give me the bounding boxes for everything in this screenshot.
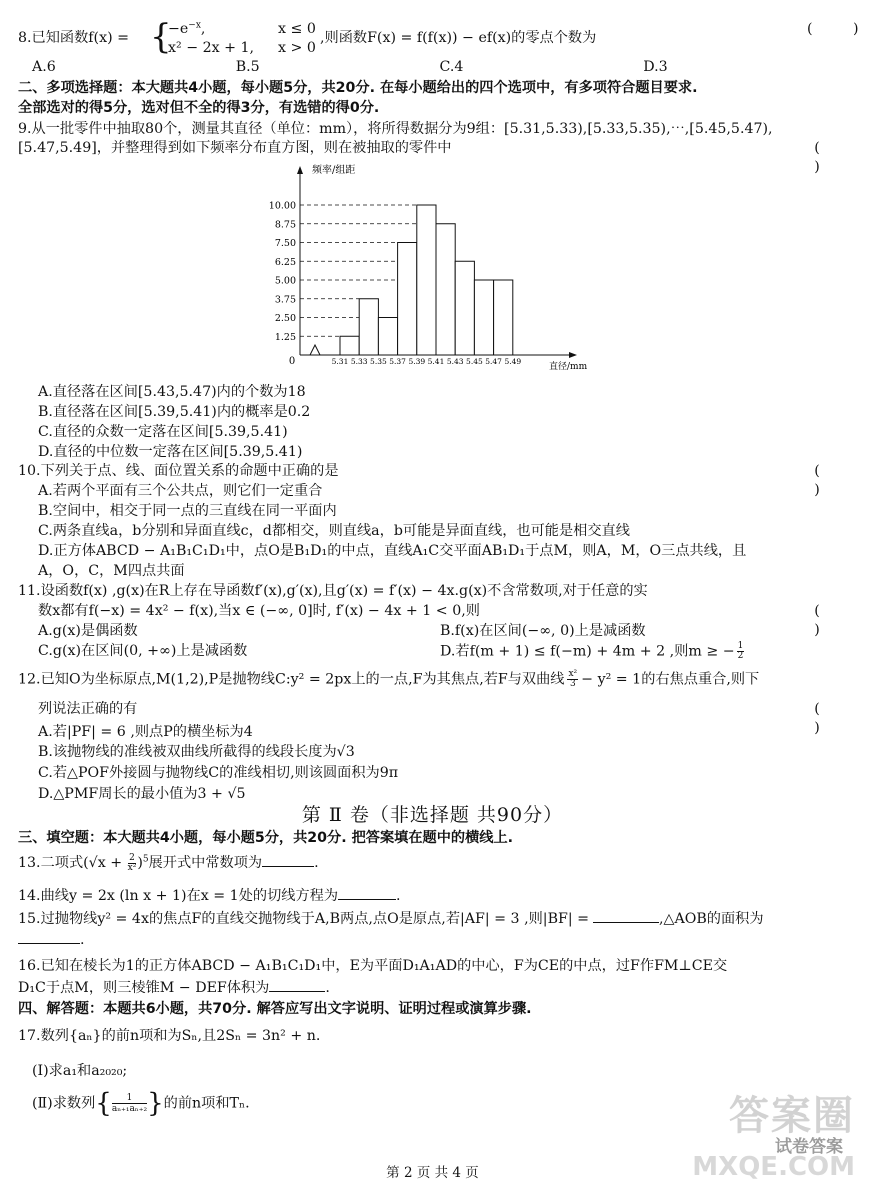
q9-stem-line2: [5.47,5.49]，并整理得到如下频率分布直方图，则在被抽取的零件中: [18, 140, 452, 156]
section-2-heading: 二、多项选择题：本大题共4小题，每小题5分，共20分. 在每小题给出的四个选项中，有多项符合题目要求.: [18, 80, 698, 96]
q17-stem: 17.数列{aₙ}的前n项和为Sₙ,且2Sₙ = 3n² + n.: [18, 1028, 321, 1044]
section-4-heading: 四、解答题：本题共6小题，共70分. 解答应写出文字说明、证明过程或演算步骤.: [18, 1001, 532, 1017]
q10-option-a: A.若两个平面有三个公共点，则它们一定重合: [38, 483, 323, 499]
part-2-title: 第 Ⅱ 卷（非选择题 共90分）: [301, 804, 564, 826]
q16-line1: 16.已知在棱长为1的正方体ABCD − A₁B₁C₁D₁中，E为平面D₁A₁AD的中心，F为CE的中点，过F作FM⊥CE交: [18, 958, 728, 974]
q8-piece1: $-e^{-x}$,: [168, 20, 206, 37]
q12-option-d: D.△PMF周长的最小值为3 + √5: [38, 786, 246, 802]
y-tick-label: 7.50: [274, 238, 296, 249]
y-axis-arrow: [297, 166, 303, 174]
q11-option-a: A.g(x)是偶函数: [38, 623, 138, 639]
x-tick-label: 5.37: [389, 357, 406, 366]
q17-part-1: (Ⅰ)求a₁和a₂₀₂₀;: [32, 1063, 128, 1079]
x-tick-label: 5.39: [408, 357, 426, 366]
x-axis-label: 直径/mm: [549, 362, 588, 372]
histogram-bar: [494, 280, 513, 355]
q11-option-d: D.若f(m + 1) ≤ f(−m) + 4m + 2 ,则m ≥ − $\frac{1}{2}$: [440, 641, 744, 661]
histogram-bar: [340, 336, 359, 355]
q10-option-c: C.两条直线a，b分别和异面直线c，d都相交，则直线a，b可能是异面直线，也可能是相交直线: [38, 523, 630, 539]
q9-option-a: A.直径落在区间[5.43,5.47)内的个数为18: [38, 384, 306, 400]
q14: 14.曲线y = 2x (ln x + 1)在x = 1处的切线方程为 .: [18, 885, 847, 906]
histogram-bar: [359, 299, 378, 355]
histogram-bar: [417, 205, 436, 355]
answer-paren: ( ): [814, 463, 838, 498]
watermark-caption: 试卷答案: [775, 1137, 843, 1157]
x-tick-label: 5.41: [427, 357, 445, 366]
histogram-bar: [378, 318, 397, 356]
x-tick-label: 5.35: [370, 357, 387, 366]
option-d: D.3: [643, 59, 668, 75]
q8-stem-before: 8.已知函数f(x) =: [18, 30, 130, 46]
y-tick-label: 6.25: [274, 256, 296, 268]
answer-paren: ( ): [814, 701, 838, 736]
q9-option-d: D.直径的中位数一定落在区间[5.39,5.41): [38, 444, 303, 460]
x-tick-label: 5.33: [350, 357, 368, 366]
x-tick-label: 5.45: [466, 357, 483, 366]
y-axis-label: 频率/组距: [312, 165, 356, 176]
y-tick-label: 8.75: [274, 219, 296, 231]
y-tick-label: 10.00: [268, 200, 296, 212]
q17-part-2: (Ⅱ)求数列{ $\frac{1}{\text{aₙ₊₁aₙ₊₂}}$ }的前n项和Tₙ.: [32, 1088, 250, 1119]
y-tick-label: 3.75: [274, 294, 296, 306]
piecewise-brace: {: [150, 17, 172, 57]
x-axis-arrow: [569, 352, 577, 358]
option-a: A.6: [32, 59, 56, 75]
option-b: B.5: [235, 59, 260, 75]
histogram-bar: [455, 261, 474, 355]
q8-piece2: x² − 2x + 1,: [168, 40, 255, 56]
q12-option-b: B.该抛物线的准线被双曲线所截得的线段长度为√3: [38, 744, 355, 760]
y-tick-label: 2.50: [274, 313, 296, 324]
x-tick-label: 5.43: [446, 357, 464, 366]
q8-piece1-cond: x ≤ 0: [278, 21, 316, 37]
q11-stem-line1: 11.设函数f(x) ,g(x)在R上存在导函数f′(x),g′(x),且g′(x) = f′(x) − 4x.g(x)不含常数项,对于任意的实: [18, 583, 648, 599]
histogram-bar: [474, 280, 493, 355]
q15-line1: 15.过抛物线y² = 4x的焦点F的直线交抛物线于A,B两点,点O是原点,若|AF| = 3 ,则|BF| = ,△AOB的面积为: [18, 908, 847, 929]
q9-stem-line1: 9.从一批零件中抽取80个，测量其直径（单位：mm），将所得数据分为9组：[5.31,5.33),[5.33,5.35),⋯,[5.45,5.47),: [18, 121, 773, 137]
q10-option-b: B.空间中，相交于同一点的三直线在同一平面内: [38, 503, 337, 519]
page-footer: 第 2 页 共 4 页: [386, 1165, 479, 1181]
question-8: [18, 17, 877, 60]
q12-stem-line2: 列说法正确的有: [38, 701, 138, 717]
answer-blank[interactable]: [593, 908, 659, 923]
q11-option-b: B.f(x)在区间(−∞, 0)上是减函数: [440, 623, 646, 639]
q12-option-a: A.若|PF| = 6 ,则点P的横坐标为4: [38, 724, 253, 740]
answer-blank[interactable]: [262, 852, 314, 867]
answer-paren: ( ): [814, 140, 838, 175]
answer-paren: ( ): [814, 603, 838, 638]
q15-line2: .: [18, 929, 847, 950]
section-3-heading: 三、填空题：本大题共4小题，每小题5分，共20分. 把答案填在题中的横线上.: [18, 830, 514, 846]
answer-blank[interactable]: [18, 929, 80, 944]
q8-options: [32, 58, 847, 77]
option-c: C.4: [439, 59, 464, 75]
watermark-domain: MXQE.COM: [692, 1152, 855, 1182]
x-tick-label: 5.49: [504, 357, 522, 366]
q8-piece2-cond: x > 0: [278, 40, 316, 56]
section-2-rule: 全部选对的得5分，选对但不全的得3分，有选错的得0分.: [18, 100, 380, 116]
axis-break-mark: [310, 345, 320, 355]
q13: 13.二项式(√x + $\frac{2}{\text{x²}}$ )$^5$展开式中常数项为 .: [18, 852, 319, 873]
q10-option-d-line1: D.正方体ABCD − A₁B₁C₁D₁中，点O是B₁D₁的中点，直线A₁C交平面AB₁D₁于点M，则A，M，O三点共线，且: [38, 543, 747, 559]
origin-label: 0: [288, 356, 296, 367]
q12-stem-line1: 12.已知O为坐标原点,M(1,2),P是抛物线C:y² = 2px上的一点,F为其焦点,若F与双曲线 $\frac{\text{x²}}{3}$ − y² = 1的右焦点重合,则下: [18, 669, 760, 689]
x-tick-label: 5.31: [331, 357, 349, 366]
answer-paren: ( ): [807, 21, 877, 37]
q12-option-c: C.若△POF外接圆与抛物线C的准线相切,则该圆面积为9π: [38, 765, 399, 781]
y-tick-label: 5.00: [274, 275, 296, 287]
answer-blank[interactable]: [338, 885, 396, 900]
y-tick-label: 1.25: [274, 331, 296, 343]
q11-stem-line2: 数x都有f(−x) = 4x² − f(x),当x ∈ (−∞, 0]时, f′(x) − 4x + 1 < 0,则: [38, 603, 480, 619]
q9-option-c: C.直径的众数一定落在区间[5.39,5.41): [38, 424, 288, 440]
histogram-bar: [436, 224, 455, 355]
histogram-bar: [398, 243, 417, 356]
q10-option-d-line2: A，O，C，M四点共面: [38, 563, 185, 579]
answer-blank[interactable]: [269, 977, 325, 992]
x-tick-label: 5.47: [485, 357, 502, 366]
q11-option-c: C.g(x)在区间(0, +∞)上是减函数: [38, 643, 248, 659]
q10-stem: 10.下列关于点、线、面位置关系的命题中正确的是: [18, 463, 339, 479]
q16-line2: D₁C于点M，则三棱锥M − DEF体积为 .: [18, 977, 847, 998]
q9-option-b: B.直径落在区间[5.39,5.41)内的概率是0.2: [38, 404, 311, 420]
frequency-histogram: [250, 158, 610, 373]
watermark-logo: 答案圈: [729, 1093, 855, 1139]
q8-stem-after: ,则函数F(x) = f(f(x)) − ef(x)的零点个数为: [320, 30, 597, 46]
